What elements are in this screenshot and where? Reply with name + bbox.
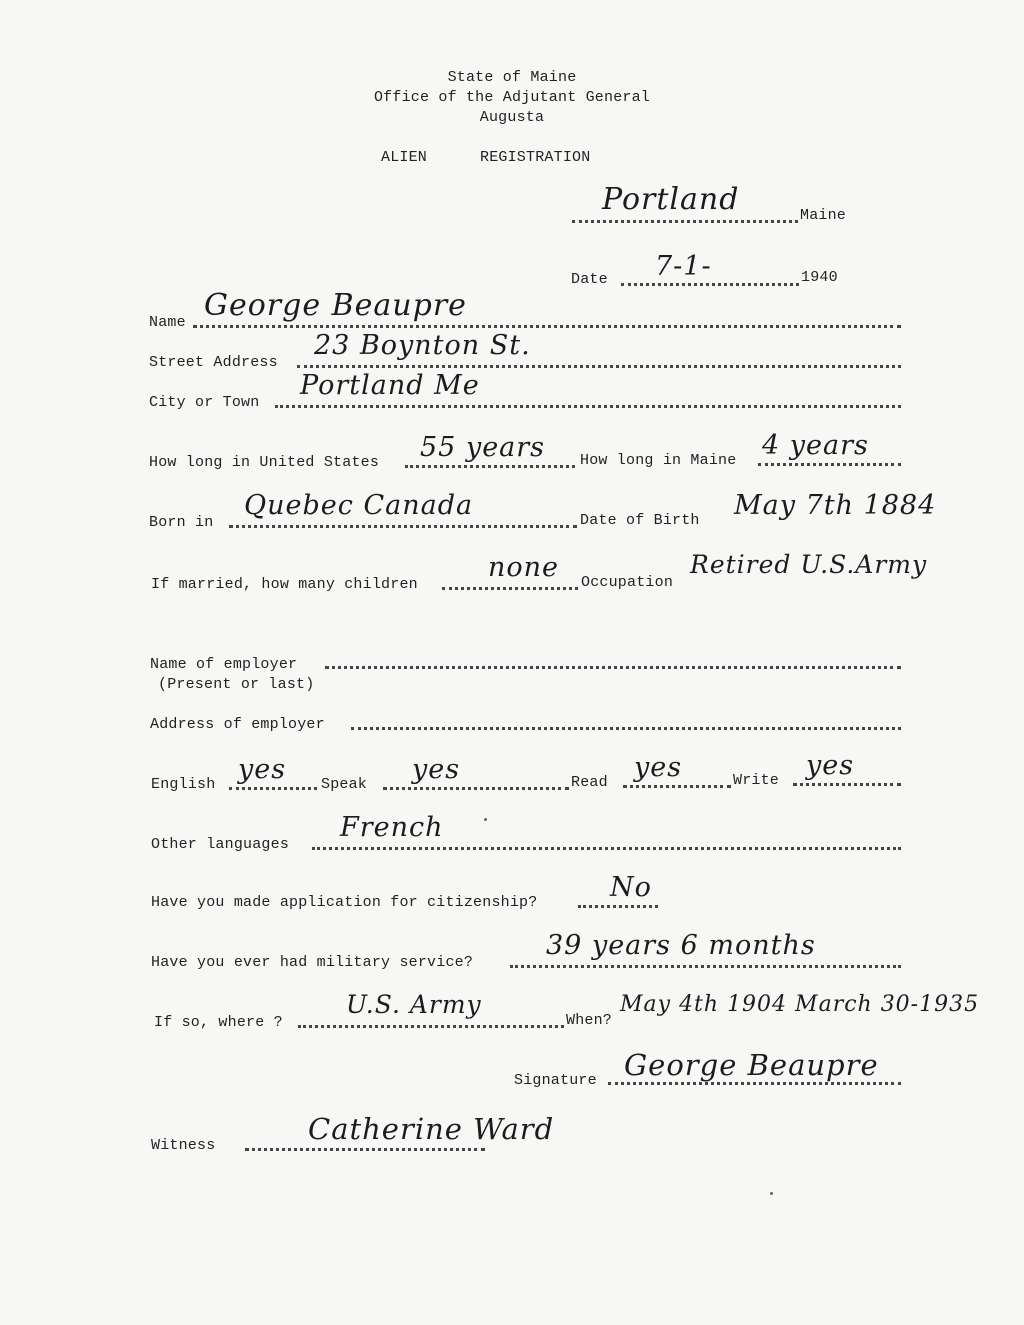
children-line xyxy=(442,587,578,590)
children-value: none xyxy=(488,552,560,583)
city-line xyxy=(275,405,901,408)
name-label: Name xyxy=(149,314,186,331)
witness-line xyxy=(245,1148,485,1151)
date-year: 1940 xyxy=(801,269,838,286)
form-title-alien: ALIEN xyxy=(381,149,428,166)
signature-label: Signature xyxy=(514,1072,597,1089)
date-label: Date xyxy=(571,271,608,288)
place-value: Portland xyxy=(602,182,740,217)
occupation-label: Occupation xyxy=(581,574,674,591)
place-line xyxy=(572,220,798,223)
paper-speck xyxy=(770,1192,773,1195)
read-line xyxy=(623,785,731,788)
maine-time-label: How long in Maine xyxy=(580,452,737,469)
other-languages-label: Other languages xyxy=(151,836,290,853)
us-time-label: How long in United States xyxy=(149,454,380,471)
where-value: U.S. Army xyxy=(346,990,482,1019)
witness-label: Witness xyxy=(151,1137,216,1154)
maine-time-value: 4 years xyxy=(762,430,869,461)
employer-line xyxy=(325,666,901,669)
header-office: Office of the Adjutant General xyxy=(373,89,651,106)
maine-time-line xyxy=(758,463,901,466)
header-state: State of Maine xyxy=(447,69,577,86)
when-value: May 4th 1904 March 30-1935 xyxy=(620,992,980,1017)
english-value: yes xyxy=(238,754,287,785)
employer-sublabel: (Present or last) xyxy=(158,676,315,693)
born-value: Quebec Canada xyxy=(244,490,474,521)
street-value: 23 Boynton St. xyxy=(314,330,531,361)
citizenship-value: No xyxy=(610,872,652,903)
form-title-registration: REGISTRATION xyxy=(480,149,591,166)
citizenship-label: Have you made application for citizenship? xyxy=(151,894,538,911)
born-line xyxy=(229,525,577,528)
read-value: yes xyxy=(634,752,683,783)
military-label: Have you ever had military service? xyxy=(151,954,474,971)
where-line xyxy=(298,1025,564,1028)
place-label: Maine xyxy=(800,207,847,224)
date-value: 7-1- xyxy=(655,251,712,282)
speak-value: yes xyxy=(412,754,461,785)
when-label: When? xyxy=(566,1012,613,1029)
english-line xyxy=(229,787,317,790)
write-line xyxy=(793,783,901,786)
city-value: Portland Me xyxy=(300,370,480,401)
where-label: If so, where ? xyxy=(154,1014,283,1031)
date-line xyxy=(621,283,799,286)
dob-label: Date of Birth xyxy=(580,512,700,529)
read-label: Read xyxy=(571,774,608,791)
employer-label: Name of employer xyxy=(150,656,298,673)
witness-value: Catherine Ward xyxy=(308,1112,555,1146)
born-label: Born in xyxy=(149,514,214,531)
employer-address-label: Address of employer xyxy=(150,716,325,733)
signature-line xyxy=(608,1082,901,1085)
us-time-line xyxy=(405,465,575,468)
citizenship-line xyxy=(578,905,658,908)
header-city: Augusta xyxy=(479,109,545,126)
name-value: George Beaupre xyxy=(204,288,467,323)
us-time-value: 55 years xyxy=(420,432,546,463)
dob-value: May 7th 1884 xyxy=(734,490,937,521)
street-line xyxy=(297,365,901,368)
employer-address-line xyxy=(351,727,901,730)
children-label: If married, how many children xyxy=(151,576,418,593)
military-value: 39 years 6 months xyxy=(546,930,816,961)
paper-speck xyxy=(484,818,487,821)
english-label: English xyxy=(151,776,216,793)
other-languages-value: French xyxy=(340,812,444,843)
speak-label: Speak xyxy=(321,776,368,793)
city-label: City or Town xyxy=(149,394,260,411)
signature-value: George Beaupre xyxy=(624,1048,879,1082)
military-line xyxy=(510,965,901,968)
write-label: Write xyxy=(733,772,780,789)
name-line xyxy=(193,325,901,328)
occupation-value: Retired U.S.Army xyxy=(690,550,928,579)
street-label: Street Address xyxy=(149,354,278,371)
write-value: yes xyxy=(806,750,855,781)
other-languages-line xyxy=(312,847,901,850)
speak-line xyxy=(383,787,569,790)
